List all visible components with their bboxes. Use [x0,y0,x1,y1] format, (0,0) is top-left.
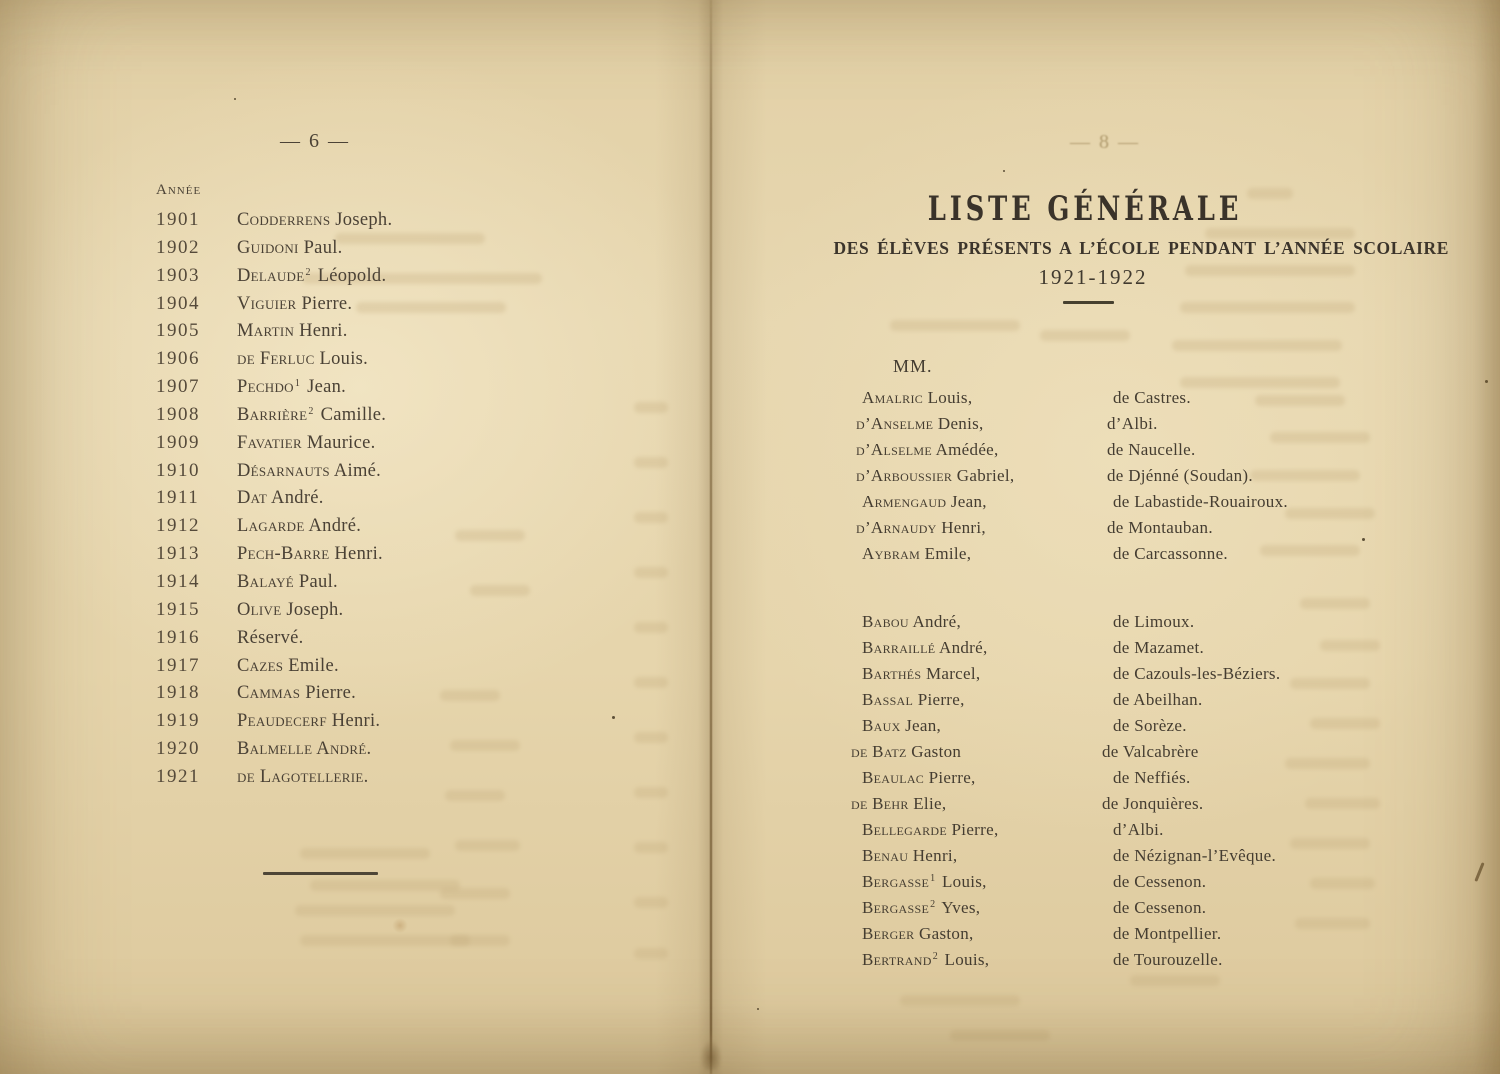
name-part: Henri. [294,321,348,342]
student-row [856,518,1422,544]
registry-name [237,377,346,398]
name-part: Joseph. [281,599,344,620]
salutation: MM. [893,356,933,376]
name-part: Benau [862,846,909,865]
bleed-through-line [295,905,455,916]
name-part: Baux [862,716,901,735]
registry-year: 1906 [156,348,200,370]
student-origin: de Labastide-Rouairoux. [1113,492,1288,511]
bleed-through-line [950,1030,1050,1041]
student-list [851,388,1422,976]
footnote-ref: 2 [305,266,311,278]
book-gutter-shadow [655,0,767,1074]
registry-row [156,432,576,460]
student-row [862,664,1422,690]
student-name [862,872,1113,892]
registry-year: 1914 [156,570,200,592]
student-row [856,440,1422,466]
name-part: Babou [862,612,909,631]
name-part: Emile. [283,655,339,676]
name-part: Bergasse [862,898,930,917]
page-number-right: — 8 — [1070,131,1140,153]
registry-name [237,433,376,454]
title-rule [1063,301,1114,304]
name-part: d’Anselme [856,414,934,433]
student-name [862,388,1113,408]
name-part: Gaston [906,742,962,761]
name-part: Paul. [294,571,338,592]
name-part: Bergasse [862,872,930,891]
student-origin: de Naucelle. [1107,440,1196,459]
name-part: Pierre. [300,683,357,704]
name-part: Jean, [946,492,987,511]
student-row [862,872,1422,898]
name-part: Pierre, [947,820,999,839]
registry-year: 1903 [156,264,200,286]
bleed-through-line [634,677,668,688]
paper-speck [1485,380,1488,383]
paper-stain [392,918,408,933]
student-origin: de Mazamet. [1113,638,1205,657]
registry-name [237,628,304,649]
registry-name [237,405,386,426]
registry-row [156,348,576,376]
registry-year: 1909 [156,431,200,453]
name-part: Marcel, [921,664,981,683]
student-name [856,414,1107,434]
student-name [862,716,1113,736]
registry-row [156,376,576,404]
registry-name [237,572,338,593]
student-origin: de Neffiés. [1113,768,1191,787]
registry-name [237,266,386,287]
bleed-through-line [634,897,668,908]
bleed-through-line [300,848,430,859]
name-part: Bertrand [862,950,932,969]
school-year: 1921-1922 [1038,265,1148,289]
name-part: Denis, [933,414,984,433]
name-part: Yves, [937,898,981,917]
registry-year: 1904 [156,292,200,314]
name-part: de Batz [851,742,907,761]
bleed-through-line [1185,265,1355,276]
name-part: Amalric [862,388,924,407]
bleed-through-line [1180,302,1355,313]
footnote-ref: 2 [932,951,938,962]
name-part: Dat [237,488,268,509]
student-name [856,440,1107,460]
name-part: Henri, [908,846,958,865]
registry-row [156,237,576,265]
paper-speck [234,98,236,100]
registry-name [237,349,368,370]
name-part: Louis, [940,950,990,969]
name-part: Bellegarde [862,820,947,839]
registry-row [156,655,576,683]
registry-name [237,461,381,482]
student-name [862,846,1113,866]
student-name [862,950,1113,970]
student-origin: de Limoux. [1113,612,1195,631]
student-name [851,794,1102,814]
registry-name [237,294,352,315]
registry-year: 1905 [156,320,200,342]
student-name [862,664,1113,684]
registry-row [156,515,576,543]
name-part: Balayé [237,571,294,592]
name-part: de Lagotellerie. [237,766,369,787]
student-name [862,638,1113,658]
name-part: André. [267,488,324,509]
registry-row [156,320,576,348]
student-name [862,898,1113,918]
student-row [862,690,1422,716]
name-part: Bassal [862,690,914,709]
student-name [856,466,1107,486]
name-part: André, [935,638,988,657]
registry-year: 1912 [156,515,200,537]
bleed-through-line [634,732,668,743]
student-name [851,742,1102,762]
registry-year: 1918 [156,682,200,704]
bleed-through-line [634,402,668,413]
registry-year: 1919 [156,710,200,732]
bleed-through-line [310,880,460,891]
registry-row [156,738,576,766]
student-row [862,492,1422,518]
registry-row [156,571,576,599]
name-part: Martin [237,321,295,342]
name-part: Armengaud [862,492,947,511]
student-origin: de Cessenon. [1113,872,1207,891]
fold-wrinkle [700,1040,722,1070]
registry-row [156,682,576,710]
registry-name [237,767,369,788]
registry-year: 1917 [156,654,200,676]
student-row [862,388,1422,414]
registry-name [237,600,343,621]
name-part: Peaudecerf [237,711,327,732]
student-origin: de Cazouls-les-Béziers. [1113,664,1281,683]
registry-name [237,321,348,342]
bleed-through-line [634,787,668,798]
student-row [851,794,1422,820]
name-part: Henri. [329,544,383,565]
registry-year: 1910 [156,459,200,481]
name-part: Balmelle [237,739,313,760]
name-part: Pech-Barre [237,544,330,565]
name-part: Amédée, [931,440,999,459]
registry-year: 1916 [156,626,200,648]
bleed-through-line [634,457,668,468]
footnote-ref: 2 [930,899,936,910]
name-part: Cammas [237,683,301,704]
name-part: d’Arboussier [856,466,953,485]
name-part: Louis. [314,349,369,370]
name-part: Pierre, [913,690,965,709]
student-name [862,690,1113,710]
bleed-through-line [634,512,668,523]
name-part: Aimé. [329,460,382,481]
registry-name [237,739,371,760]
student-row [862,612,1422,638]
registry-name [237,488,324,509]
name-part: Louis, [937,872,987,891]
student-row [862,638,1422,664]
student-group [856,388,1422,570]
bleed-through-line [634,622,668,633]
name-part: Gabriel, [952,466,1015,485]
bleed-through-line [634,948,668,959]
name-part: Jean. [302,377,347,398]
name-part: Paul. [298,237,343,258]
name-part: Henri, [936,518,986,537]
name-part: Gaston, [914,924,974,943]
name-part: André, [908,612,961,631]
student-row [862,820,1422,846]
footnote-ref: 2 [308,405,314,417]
bleed-through-line [890,320,1020,331]
registry-name [237,210,392,231]
bleed-through-line [1172,340,1342,351]
registry-name [237,238,343,259]
student-origin: de Castres. [1113,388,1191,407]
student-origin: d’Albi. [1107,414,1158,433]
name-part: Barraillé [862,638,936,657]
student-name [862,820,1113,840]
name-part: André. [312,739,372,760]
student-row [862,924,1422,950]
name-part: Léopold. [312,265,387,286]
page-title: LISTE GÉNÉRALE [927,189,1243,229]
student-group [851,612,1422,976]
registry-year: 1913 [156,543,200,565]
name-part: Pierre, [924,768,976,787]
registry-name [237,544,383,565]
name-part: Henri. [326,711,381,732]
paper-speck [757,1008,759,1010]
student-name [862,768,1113,788]
bleed-through-line [1180,377,1340,388]
registry-year: 1915 [156,598,200,620]
name-part: Elie, [908,794,947,813]
book-gutter-line [710,0,712,1074]
name-part: Delaude [237,265,305,286]
student-origin: de Carcassonne. [1113,544,1228,563]
name-part: Codderrens [237,210,331,230]
registry-row [156,265,576,293]
name-part: Viguier [237,293,297,314]
registry-row [156,404,576,432]
registry-year: 1901 [156,209,200,230]
name-part: Favatier [237,432,302,453]
name-part: Louis, [923,388,973,407]
name-part: Beaulac [862,768,925,787]
registry-name [237,516,361,537]
name-part: Jean, [900,716,942,735]
student-row [851,742,1422,768]
name-part: de Ferluc [237,349,315,370]
name-part: de Behr [851,794,909,813]
bleed-through-line [440,888,510,899]
student-origin: de Valcabrère [1102,742,1199,761]
registry-row [156,599,576,627]
student-origin: de Tourouzelle. [1113,950,1223,969]
name-part: d’Alselme [856,440,932,459]
bleed-through-line [900,995,1020,1006]
student-origin: de Nézignan-l’Evêque. [1113,846,1277,865]
footnote-ref: 1 [294,378,301,390]
registry-name [237,656,339,677]
student-row [862,768,1422,794]
bleed-through-line [634,567,668,578]
bleed-through-line [1040,330,1130,341]
registry-name [237,683,356,704]
student-origin: de Sorèze. [1113,716,1187,735]
page-edge-shadow [1474,0,1500,1074]
name-part: Cazes [237,655,284,676]
registry-row [156,766,576,794]
name-part: Barthés [862,664,922,683]
name-part: Lagarde [237,516,305,537]
student-row [862,846,1422,872]
registry-year: 1908 [156,403,200,425]
alumni-year-list [156,209,576,794]
registry-row [156,710,576,738]
bleed-through-line [300,935,470,946]
bleed-through-line [455,840,520,851]
registry-row [156,293,576,321]
student-name [862,544,1113,564]
registry-year: 1907 [156,376,200,398]
student-origin: de Jonquières. [1102,794,1204,813]
page-subtitle: DES ÉLÈVES PRÉSENTS A L’ÉCOLE PENDANT L’ANNÉE SCOLAIRE [833,238,1449,258]
year-column-header: Année [156,182,202,198]
registry-name [237,711,380,732]
name-part: Pechdo [237,377,294,398]
student-origin: d’Albi. [1113,820,1164,839]
pen-mark [1474,862,1484,882]
student-name [862,612,1113,632]
registry-year: 1921 [156,765,200,787]
name-part: Maurice. [301,432,376,453]
student-row [862,716,1422,742]
student-origin: de Cessenon. [1113,898,1207,917]
name-part: Aybram [862,544,921,563]
registry-row [156,627,576,655]
bleed-through-line [634,842,668,853]
registry-row [156,209,576,237]
registry-row [156,460,576,488]
name-part: Réservé. [237,627,304,648]
student-name [862,924,1113,944]
horizontal-rule [263,872,378,875]
name-part: Joseph. [330,210,393,230]
student-name [862,492,1113,512]
student-row [862,950,1422,976]
page-number-left: — 6 — [280,130,350,152]
student-origin: de Montpellier. [1113,924,1222,943]
name-part: Guidoni [237,237,299,258]
paper-speck [612,716,615,719]
student-origin: de Djénné (Soudan). [1107,466,1253,485]
student-name [856,518,1107,538]
name-part: Barrière [237,404,308,425]
registry-row [156,487,576,515]
student-row [862,898,1422,924]
registry-year: 1902 [156,236,200,258]
name-part: Emile, [920,544,972,563]
name-part: Camille. [315,404,387,425]
registry-year: 1920 [156,738,200,760]
student-row [856,466,1422,492]
name-part: André. [304,516,362,537]
footnote-ref: 1 [930,873,936,884]
registry-row [156,543,576,571]
student-origin: de Montauban. [1107,518,1213,537]
name-part: Olive [237,599,282,620]
student-origin: de Abeilhan. [1113,690,1203,709]
name-part: Pierre. [296,293,353,314]
name-part: Désarnauts [237,460,330,481]
student-row [862,544,1422,570]
name-part: Berger [862,924,915,943]
name-part: d’Arnaudy [856,518,937,537]
bleed-through-line [450,935,510,946]
student-row [856,414,1422,440]
registry-year: 1911 [156,487,200,509]
paper-speck [1003,170,1005,172]
bleed-through-line [1130,975,1220,986]
